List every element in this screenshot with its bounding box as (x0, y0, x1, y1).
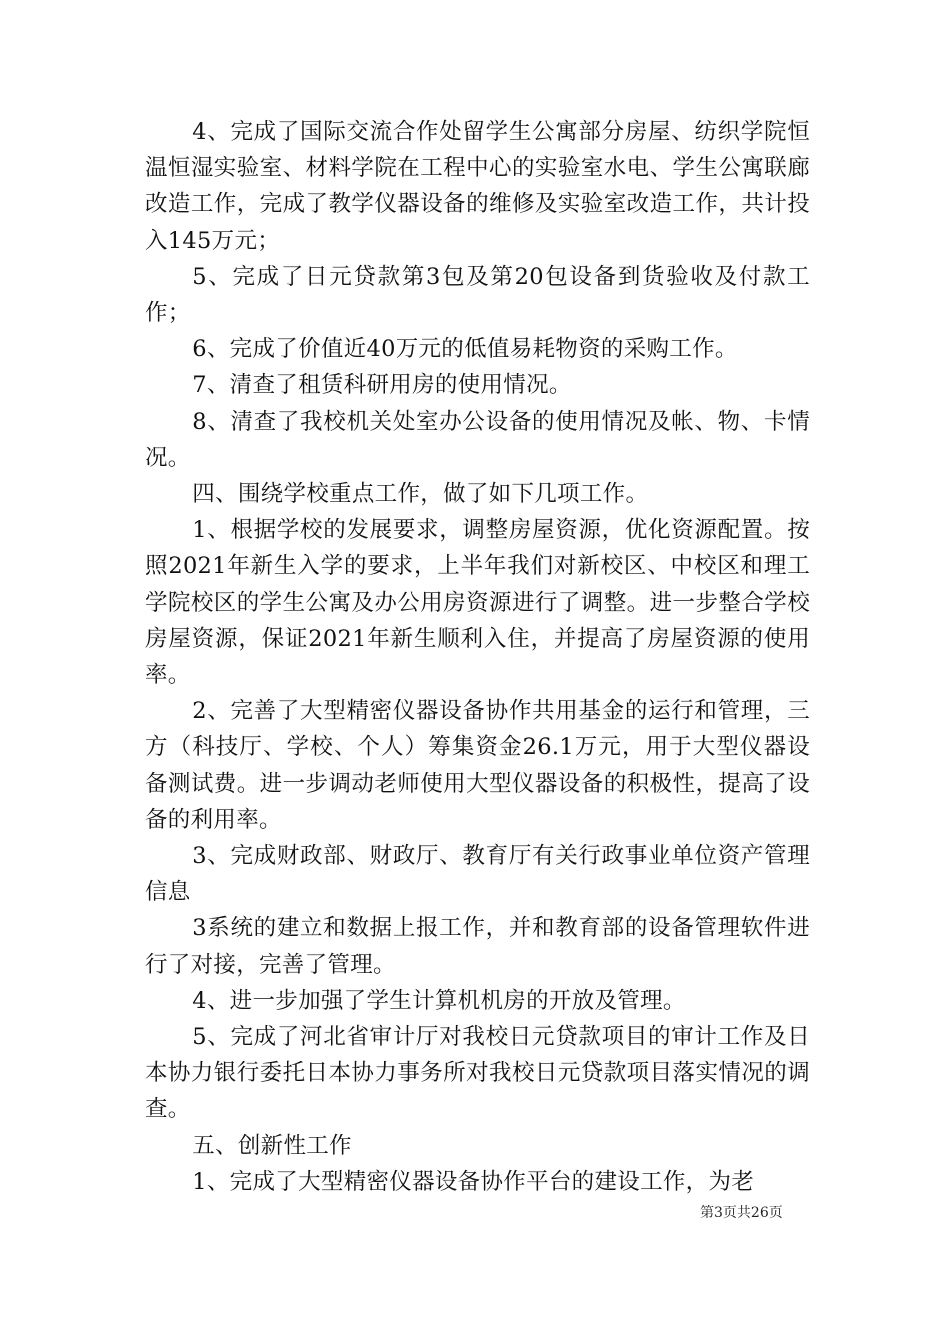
section-heading-four: 四、围绕学校重点工作，做了如下几项工作。 (192, 481, 649, 508)
paragraph-item-6-procurement: 6、完成了价值近40万元的低值易耗物资的采购工作。 (192, 336, 738, 363)
paragraph-item-8-office-equipment: 8、清查了我校机关处室办公设备的使用情况及帐、物、卡情况。 (145, 408, 810, 471)
paragraph-asset-management: 3、完成财政部、财政厅、教育厅有关行政事业单位资产管理信息 (145, 843, 810, 906)
paragraph-housing-resources: 1、根据学校的发展要求，调整房屋资源，优化资源配置。按照2021年新生入学的要求，上半年我们对新校区、中校区和理工学院校区的学生公寓及办公用房资源进行了调整。进一步整合学校房屋资源，保证2021年新生顺利入住，并提高了房屋资源的使用率。 (145, 517, 810, 689)
paragraph-item-4-renovation: 4、完成了国际交流合作处留学生公寓部分房屋、纺织学院恒温恒湿实验室、材料学院在工程中心的实验室水电、学生公寓联廊改造工作，完成了教学仪器设备的维修及实验室改造工作，共计投入145万元； (145, 119, 810, 254)
paragraph-audit: 5、完成了河北省审计厅对我校日元贷款项目的审计工作及日本协力银行委托日本协力事务所对我校日元贷款项目落实情况的调查。 (145, 1024, 810, 1123)
paragraph-item-5-yen-loan: 5、完成了日元贷款第3包及第20包设备到货验收及付款工作； (145, 263, 810, 327)
paragraph-system-reporting: 3系统的建立和数据上报工作，并和教育部的设备管理软件进行了对接，完善了管理。 (145, 915, 810, 978)
section-heading-five: 五、创新性工作 (192, 1132, 352, 1159)
paragraph-computer-rooms: 4、进一步加强了学生计算机机房的开放及管理。 (192, 987, 686, 1014)
paragraph-item-7-leased-rooms: 7、清查了租赁科研用房的使用情况。 (192, 372, 572, 399)
document-body (145, 114, 810, 1200)
paragraph-innovation-platform: 1、完成了大型精密仪器设备协作平台的建设工作，为老 (192, 1168, 755, 1195)
paragraph-instrument-fund: 2、完善了大型精密仪器设备协作共用基金的运行和管理，三方（科技厅、学校、个人）筹集资金26.1万元，用于大型仪器设备测试费。进一步调动老师使用大型仪器设备的积极性，提高了设备的利用率。 (145, 698, 810, 833)
page-number-footer: 第3页共26页 (700, 1205, 783, 1221)
